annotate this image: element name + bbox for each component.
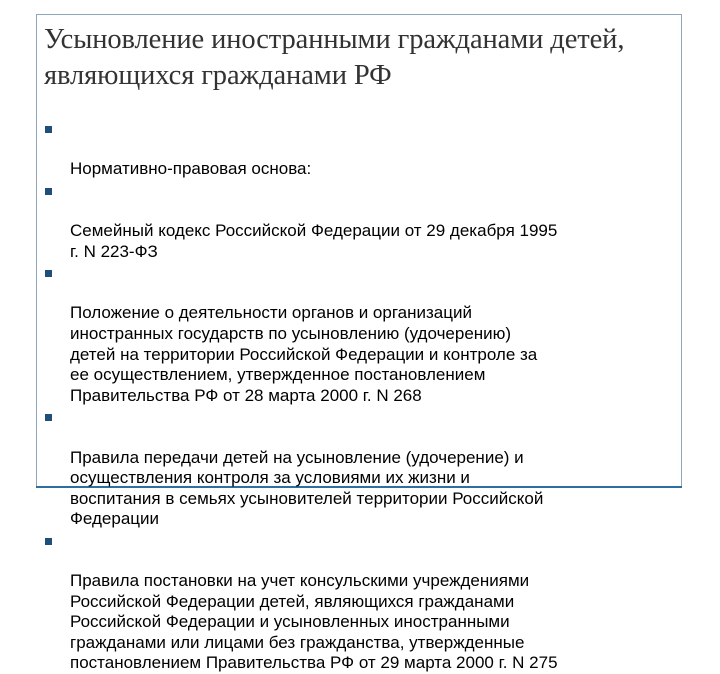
slide-title: Усыновление иностранными гражданами детей, являющихся гражданами РФ [44,24,625,91]
square-bullet-icon [45,126,52,133]
bullet-text: Нормативно-правовая основа: [70,159,312,179]
square-bullet-icon [45,538,52,545]
bullet-text: Семейный кодекс Российской Федерации от 29 декабря 1995 г. N 223-ФЗ [70,220,558,261]
bullet-item [44,530,684,674]
bullet-text: Положение о деятельности органов и организаций иностранных государств по усыновлению (удочерению) детей на территории Российской Федерации и контроле за ее осуществлением, утвержденное постановлением Правительства РФ от 28 марта 2000 г. N 268 [70,303,538,405]
square-bullet-icon [45,270,52,277]
bullet-item [44,262,684,406]
bullet-text: Правила передачи детей на усыновление (удочерение) и осуществления контроля за условиями их жизни и воспитания в семьях усыновителей территории Российской Федерации [70,447,544,529]
bullet-list [44,118,684,674]
bullet-item [44,118,684,180]
bullet-text: Правила постановки на учет консульскими учреждениями Российской Федерации детей, являющихся гражданами Российской Федерации и усыновленных иностранными гражданами или лицами без гражданства, утвержденные постановлением Правительства РФ от 29 марта 2000 г. N 275 [70,571,558,673]
bullet-item [44,180,684,262]
bullet-item [44,406,684,530]
square-bullet-icon [45,188,52,195]
square-bullet-icon [45,414,52,421]
